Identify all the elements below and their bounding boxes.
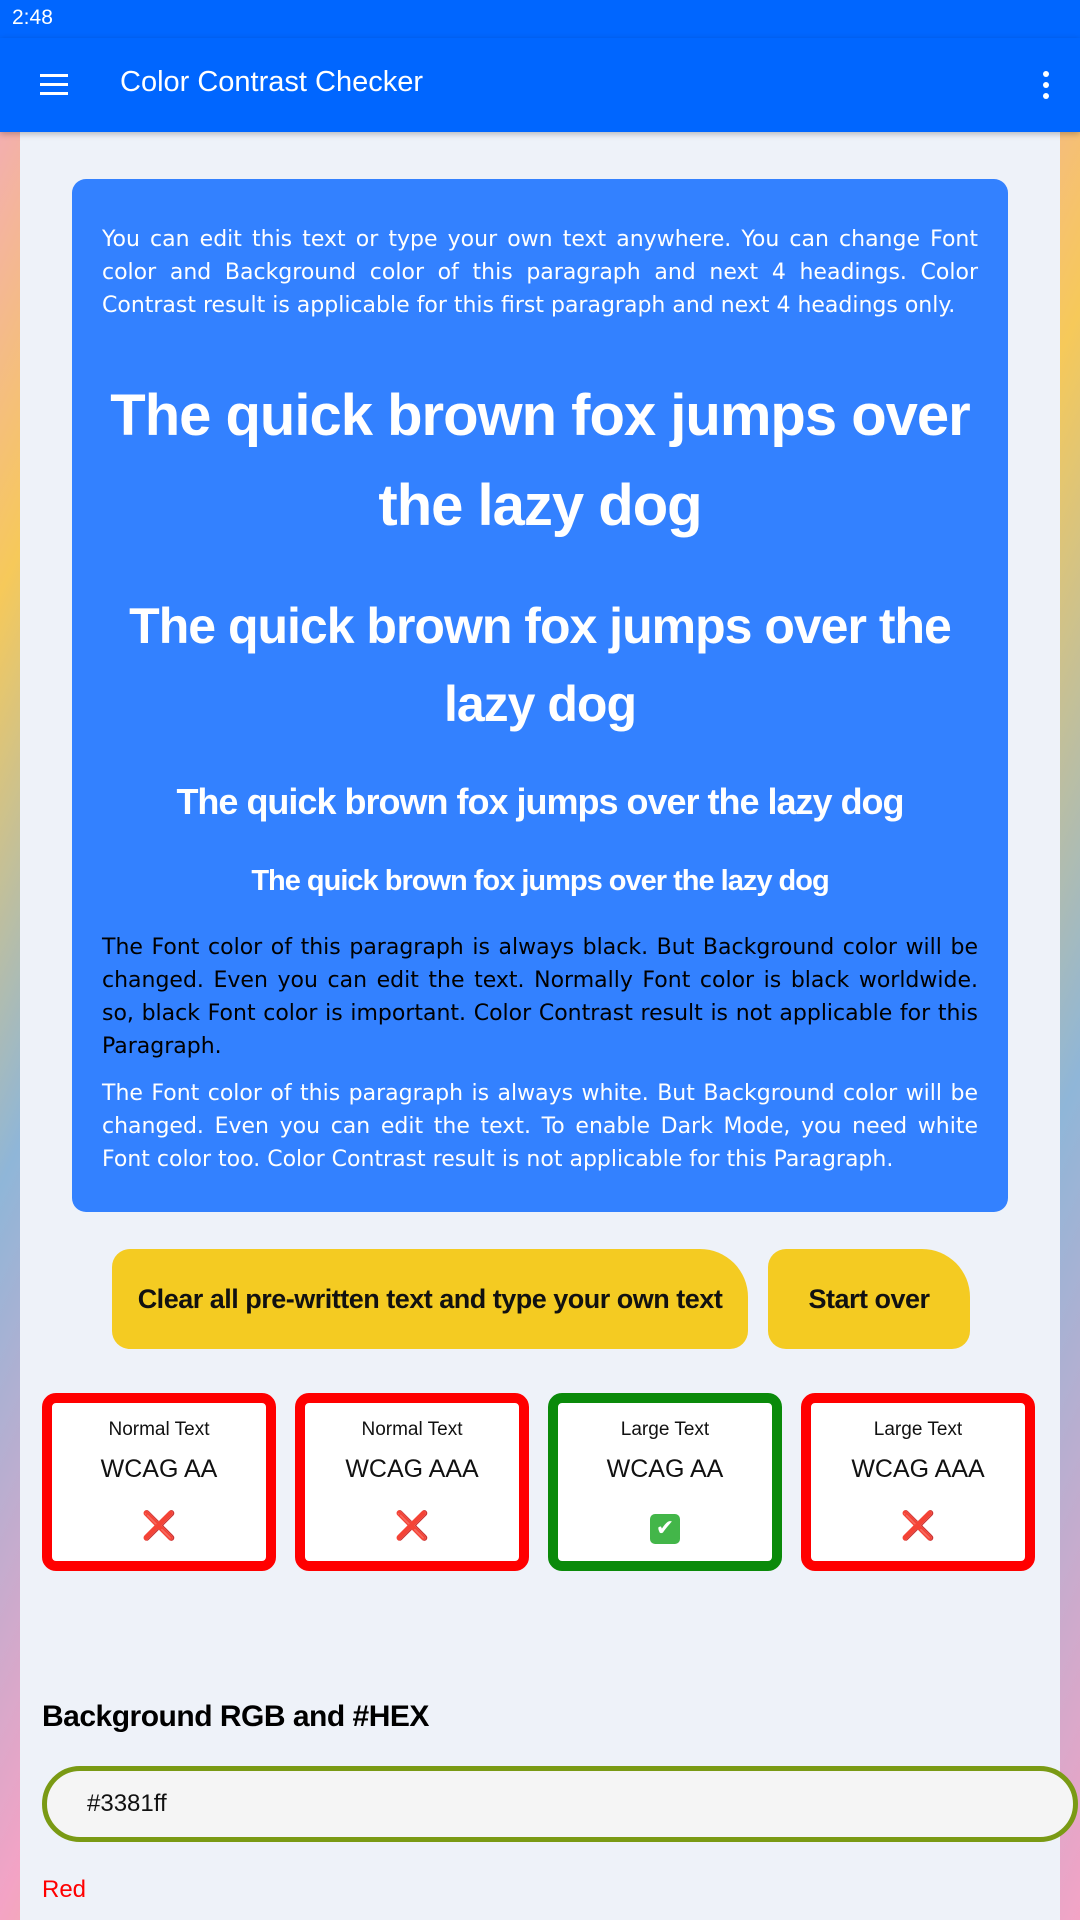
pass-check-icon xyxy=(558,1509,772,1544)
result-type: Normal Text xyxy=(108,1419,210,1440)
fail-x-icon: ❌ xyxy=(900,1509,936,1542)
result-level: WCAG AA xyxy=(606,1455,724,1483)
hamburger-menu-icon[interactable] xyxy=(30,64,78,106)
result-level: WCAG AAA xyxy=(345,1455,479,1483)
start-over-button[interactable]: Start over xyxy=(768,1249,970,1349)
status-time: 2:48 xyxy=(12,6,53,29)
check-mark: ✔ xyxy=(650,1514,680,1544)
background-hex-input[interactable] xyxy=(42,1766,1078,1842)
red-channel-label: Red xyxy=(42,1876,87,1903)
app-title: Color Contrast Checker xyxy=(120,66,423,98)
result-large-aa xyxy=(548,1393,782,1571)
result-level: WCAG AA xyxy=(100,1455,218,1483)
white-paragraph[interactable]: The Font color of this paragraph is always white. But Background color will be changed. Even you can edit the text. To enable Dark Mode, you need white Font color too. Color Contrast result is not applicable for this Paragraph. xyxy=(102,1081,978,1172)
result-type: Large Text xyxy=(620,1419,710,1440)
preview-card xyxy=(72,179,1008,1212)
result-level: WCAG AAA xyxy=(851,1455,985,1483)
fail-x-icon: ❌ xyxy=(141,1509,177,1542)
result-normal-aa xyxy=(42,1393,276,1571)
black-paragraph[interactable]: The Font color of this paragraph is always black. But Background color will be changed. Even you can edit the text. Normally Font color is black worldwide. so, black Font color is important. Color Contrast result is not applicable for this Paragraph. xyxy=(102,935,978,1059)
result-normal-aaa xyxy=(295,1393,529,1571)
background-hex-label: Background RGB and #HEX xyxy=(42,1700,429,1733)
heading-3[interactable]: The quick brown fox jumps over the lazy dog xyxy=(176,781,904,822)
result-type: Large Text xyxy=(873,1419,963,1440)
heading-2[interactable]: The quick brown fox jumps over the lazy dog xyxy=(129,598,951,732)
content-area xyxy=(20,132,1060,1920)
intro-paragraph[interactable]: You can edit this text or type your own text anywhere. You can change Font color and Background color of this paragraph and next 4 headings. Color Contrast result is applicable for this first paragraph and next 4 headings only. xyxy=(102,227,978,318)
clear-text-button[interactable]: Clear all pre-written text and type your own text xyxy=(112,1249,748,1349)
result-type: Normal Text xyxy=(361,1419,463,1440)
status-bar xyxy=(0,0,1080,38)
heading-1[interactable]: The quick brown fox jumps over the lazy dog xyxy=(110,383,970,538)
heading-4[interactable]: The quick brown fox jumps over the lazy dog xyxy=(251,865,829,897)
more-vertical-icon[interactable] xyxy=(1030,62,1060,108)
app-bar xyxy=(0,38,1080,132)
result-large-aaa xyxy=(801,1393,1035,1571)
fail-x-icon: ❌ xyxy=(394,1509,430,1542)
